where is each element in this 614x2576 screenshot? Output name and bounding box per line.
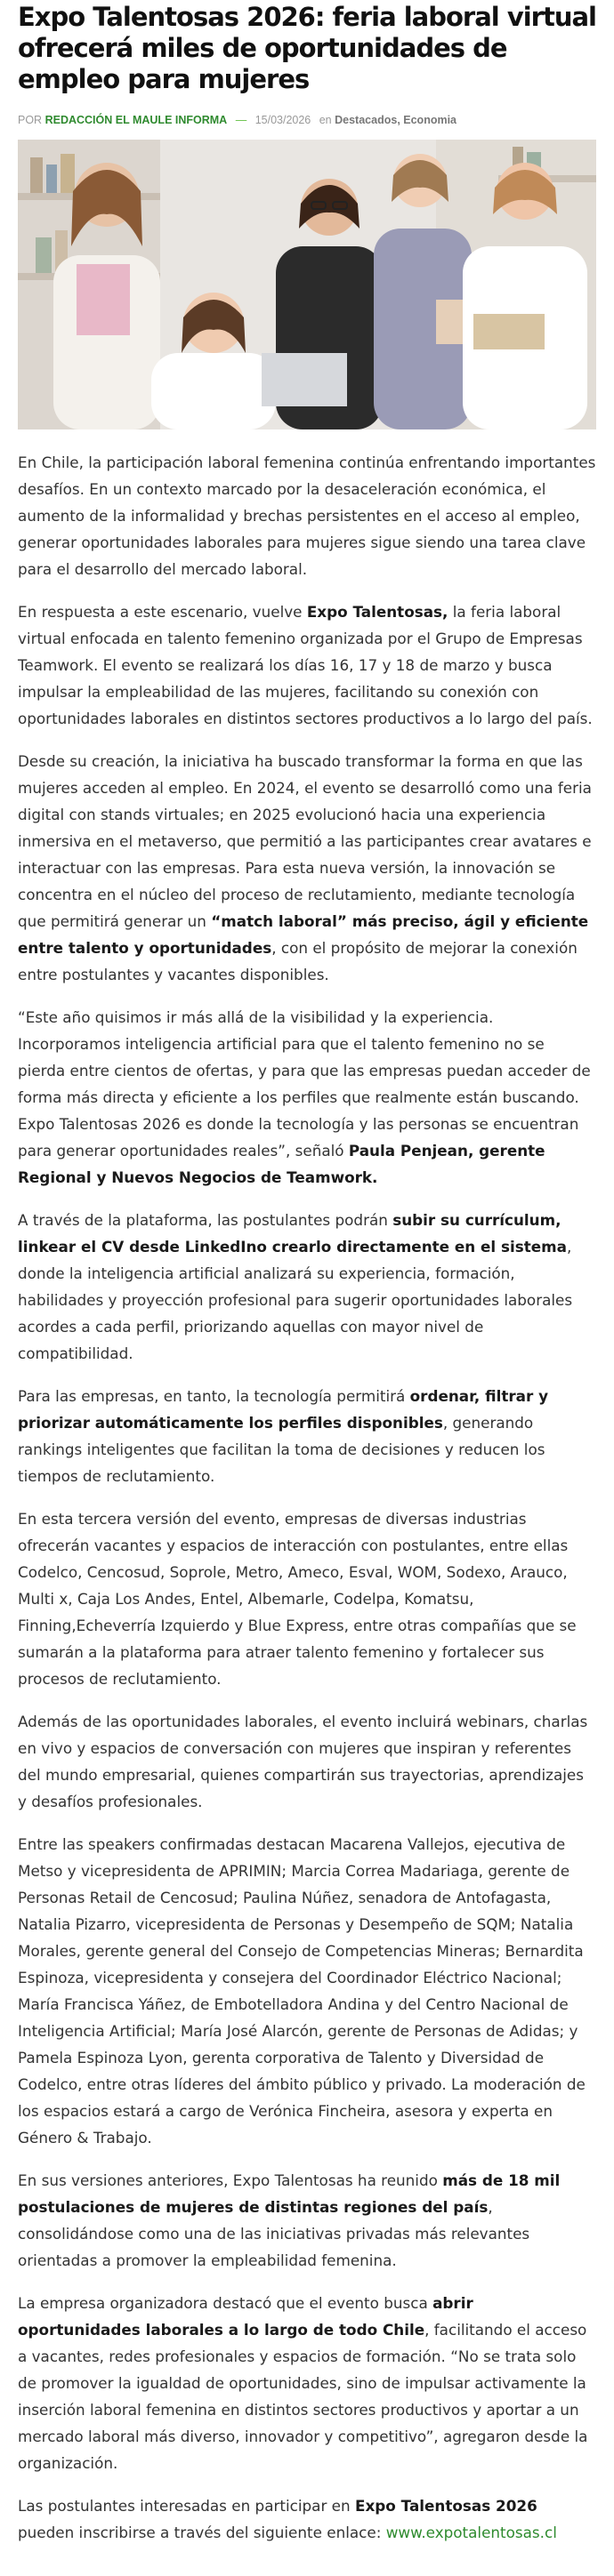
paragraph: En Chile, la participación laboral femenina continúa enfrentando importantes desafíos. En un contexto marcado por la desaceleración económica, el aumento de la informalidad y brechas persistentes en el acceso al empleo, generar oportunidades laborales para mujeres sigue siendo una tarea clave para el desarrollo del mercado laboral. [18,453,596,578]
meta-separator: — [235,114,247,126]
paragraph: Las postulantes interesadas en participar en Expo Talentosas 2026 pueden inscribirse a través del siguiente enlace: www.expotalentosas.cl [18,2497,557,2541]
article-title: Expo Talentosas 2026: feria laboral virtual ofrecerá miles de oportunidades de empleo para mujeres [18,2,596,94]
paragraph: En respuesta a este escenario, vuelve Expo Talentosas, la feria laboral virtual enfocada en talento femenino organizada por el Grupo de Empresas Teamwork. El evento se realizará los días 16, 17 y 18 de marzo y busca impulsar la empleabilidad de las mujeres, facilitando su conexión con oportunidades laborales en distintos sectores productivos a lo largo del país. [18,603,593,727]
paragraph: En sus versiones anteriores, Expo Talentosas ha reunido más de 18 mil postulaciones de mujeres de distintas regiones del país, consolidándose como una de las iniciativas privadas más relevantes orientadas a promover la empleabilidad femenina. [18,2171,561,2269]
registration-link[interactable]: www.expotalentosas.cl [385,2524,557,2541]
category-link-destacados[interactable]: Destacados [335,114,398,126]
meta-by-label: POR [18,114,43,126]
paragraph: Desde su creación, la iniciativa ha buscado transformar la forma en que las mujeres acceden al empleo. En 2024, el evento se desarrolló como una feria digital con stands virtuales; en 2025 evolucionó hacia una experiencia inmersiva en el metaverso, que permitió a las participantes crear avatares e interactuar con las empresas. Para esta nueva versión, la innovación se concentra en el núcleo del proceso de reclutamiento, mediante tecnología que permitirá generar un “match laboral” más preciso, ágil y eficiente entre talento y oportunidades, con el propósito de mejorar la conexión entre postulantes y vacantes disponibles. [18,752,592,983]
paragraph: En esta tercera versión del evento, empresas de diversas industrias ofrecerán vacantes y espacios de interacción con postulantes, entre ellas Codelco, Cencosud, Soprole, Metro, Ameco, Esval, WOM, Sodexo, Arauco, Multi x, Caja Los Andes, Entel, Albemarle, Codelpa, Komatsu, Finning,Echeverría Izquierdo y Blue Express, entre otras compañías que se sumarán a la plataforma para atraer talento femenino y fortalecer sus procesos de reclutamiento. [18,1510,577,1688]
meta-in-label: en [319,114,332,126]
publish-date: 15/03/2026 [254,114,311,126]
article-body [18,449,596,2546]
paragraph: A través de la plataforma, las postulantes podrán subir su currículum, linkear el CV desde LinkedIno crearlo directamente en el sistema, donde la inteligencia artificial analizará su experiencia, formación, habilidades y proyección profesional para sugerir oportunidades laborales acordes a cada perfil, priorizando aquellas con mayor nivel de compatibilidad. [18,1211,573,1362]
paragraph: La empresa organizadora destacó que el evento busca abrir oportunidades laborales a lo largo de todo Chile, facilitando el acceso a vacantes, redes profesionales y espacios de formación. “No se trata solo de promover la igualdad de oportunidades, sino de impulsar activamente la inserción laboral femenina en distintos sectores productivos y aportar a un mercado laboral más diverso, innovador y competitivo”, agregaron desde la organización. [18,2294,588,2472]
category-link-economia[interactable]: Economia [403,114,457,126]
article-meta: POR REDACCIÓN EL MAULE INFORMA — 15/03/2026 en Destacados, Economia [18,114,457,126]
paragraph: Además de las oportunidades laborales, el evento incluirá webinars, charlas en vivo y espacios de conversación con mujeres que inspiran y referentes del mundo empresarial, quienes compartirán sus trayectorias, aprendizajes y desafíos profesionales. [18,1713,588,1810]
paragraph: Entre las speakers confirmadas destacan Macarena Vallejos, ejecutiva de Metso y vicepresidenta de APRIMIN; Marcia Correa Madariaga, gerente de Personas Retail de Cencosud; Paulina Núñez, senadora de Antofagasta, Natalia Pizarro, vicepresidenta de Personas y Desempeño de SQM; Natalia Morales, gerente general del Consejo de Competencias Mineras; Bernardita Espinoza, vicepresidenta y consejera del Coordinador Eléctrico Nacional; María Francisca Yáñez, de Embotelladora Andina y del Centro Nacional de Inteligencia Artificial; María José Alarcón, gerente de Personas de Adidas; y Pamela Espinoza Lyon, gerenta corporativa de Talento y Diversidad de Codelco, entre otras líderes del ámbito público y privado. La moderación de los espacios estará a cargo de Verónica Fincheira, asesora y experta en Género & Trabajo. [18,1835,586,2147]
hero-photo [18,140,596,429]
paragraph: “Este año quisimos ir más allá de la visibilidad y la experiencia. Incorporamos inteligencia artificial para que el talento femenino no se pierda entre cientos de ofertas, y para que las empresas puedan acceder de forma más directa y eficiente a los perfiles que realmente están buscando. Expo Talentosas 2026 es donde la tecnología y las personas se encuentran para generar oportunidades reales”, señaló Paula Penjean, gerente Regional y Nuevos Negocios de Teamwork. [18,1008,591,1186]
author-link[interactable]: REDACCIÓN EL MAULE INFORMA [44,114,228,126]
paragraph: Para las empresas, en tanto, la tecnología permitirá ordenar, filtrar y priorizar automáticamente los perfiles disponibles, generando rankings inteligentes que facilitan la toma de decisiones y reducen los tiempos de reclutamiento. [18,1387,549,1485]
hero-photo-illustration [18,140,596,429]
